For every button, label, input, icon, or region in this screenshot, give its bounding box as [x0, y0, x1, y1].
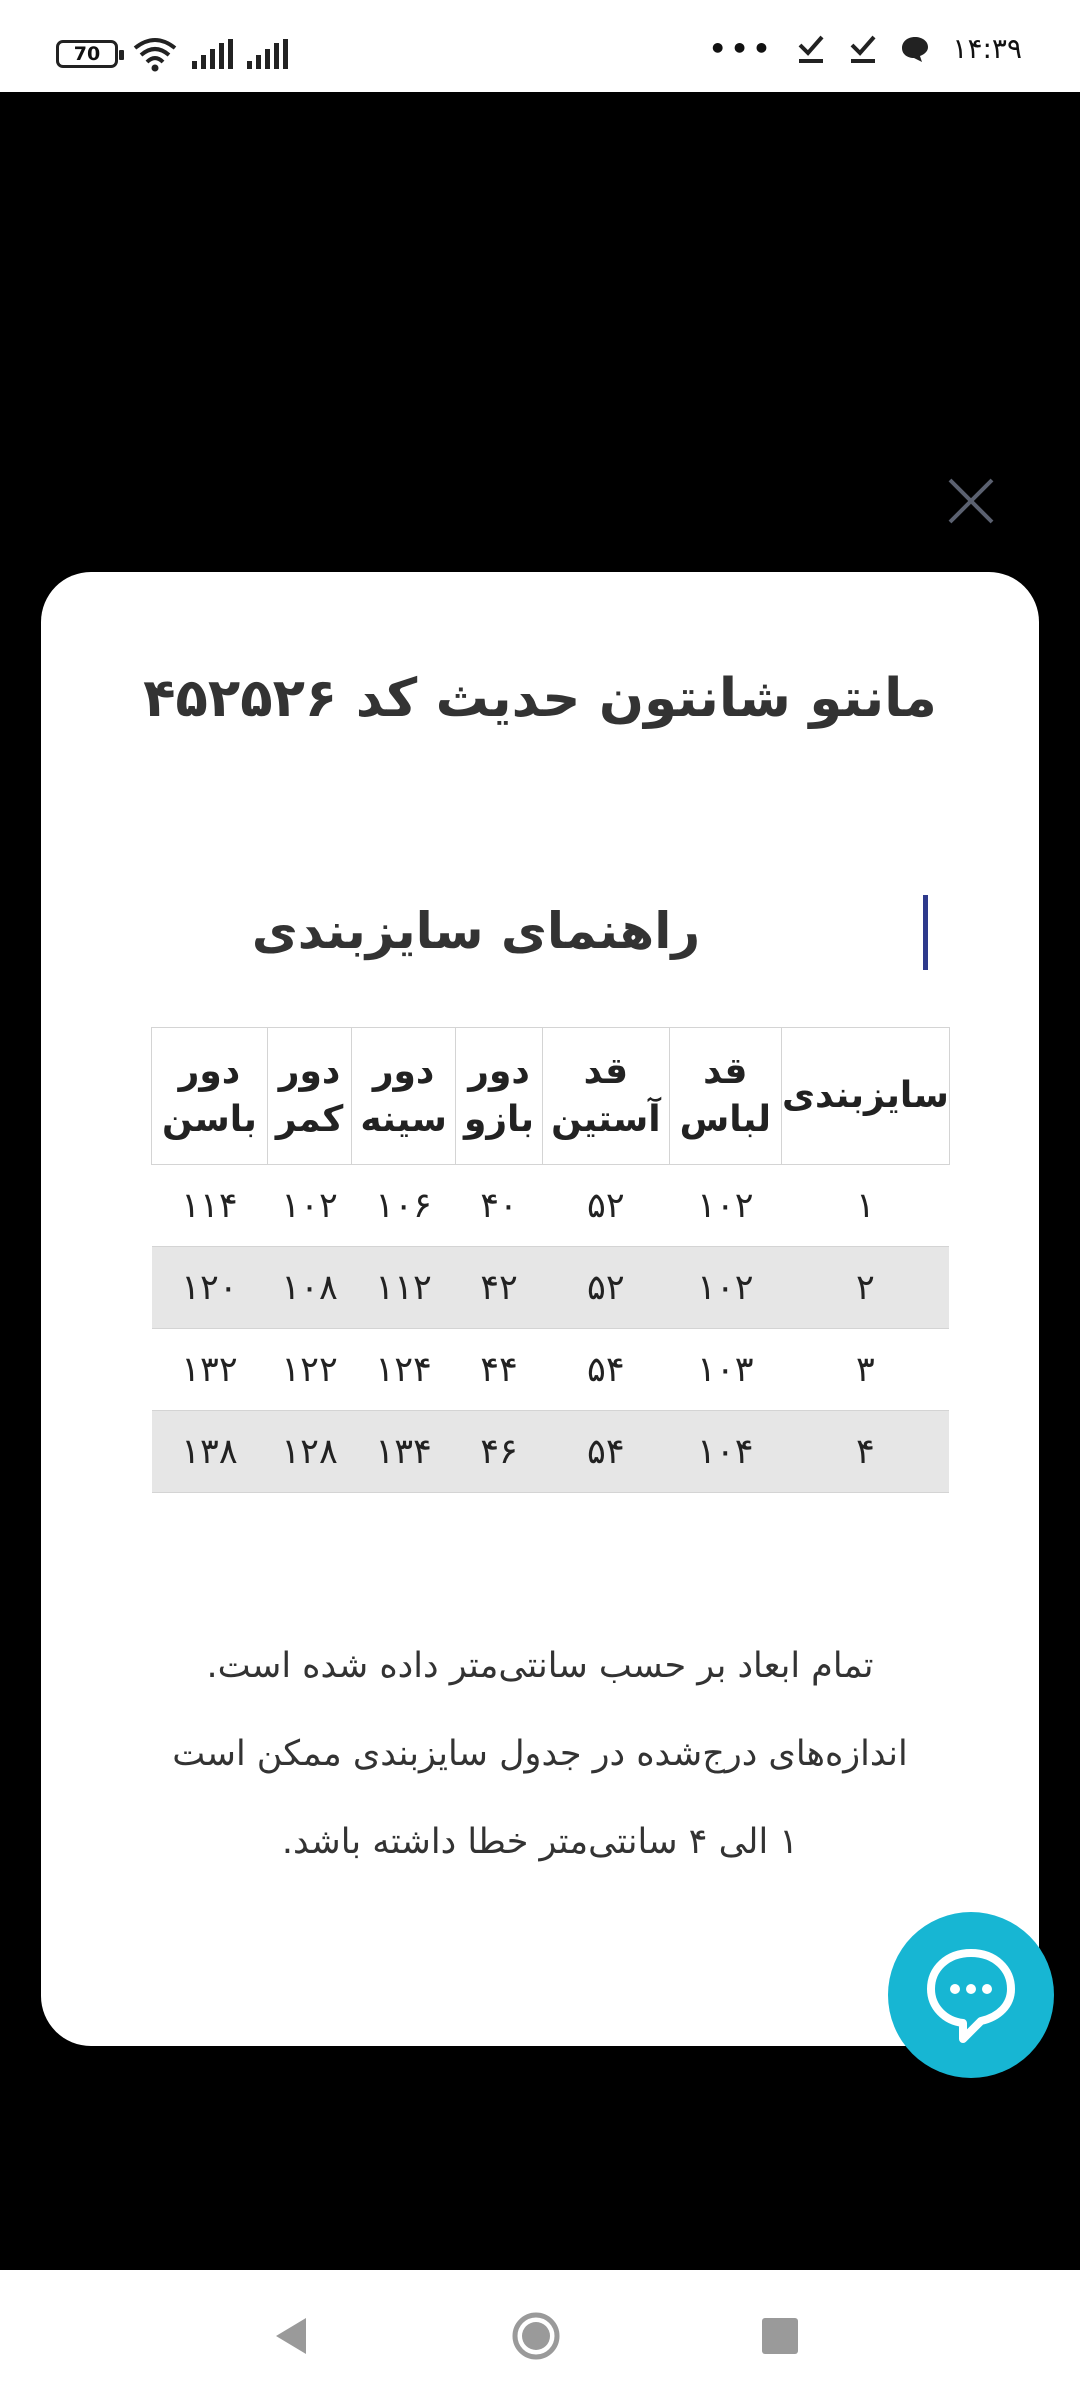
signal-icon-sim2 [247, 39, 288, 69]
table-cell: ۱۰۳ [697, 1349, 754, 1390]
header-sleeve-length: قد آستین [543, 1028, 670, 1165]
header-waist: دور کمر [267, 1028, 351, 1165]
table-cell: ۱۳۴ [352, 1411, 456, 1493]
table-row [152, 1165, 950, 1247]
table-cell: ۱۱۴ [181, 1185, 238, 1226]
navigation-bar [0, 2270, 1080, 2400]
table-cell: ۱۲۸ [267, 1411, 351, 1493]
table-cell: ۳ [856, 1349, 875, 1390]
back-triangle-icon[interactable] [270, 2314, 310, 2358]
note-line: تمام ابعاد بر حسب سانتی‌متر داده شده است. [206, 1646, 874, 1686]
table-cell: ۴ [782, 1411, 950, 1493]
status-icons-right [709, 32, 1022, 65]
more-notifications-icon: ••• [708, 32, 775, 65]
wifi-icon [132, 36, 178, 72]
table-cell: ۵۴ [587, 1349, 625, 1390]
table-cell: ۱۲۲ [281, 1349, 338, 1390]
table-cell: ۱۰۸ [267, 1247, 351, 1329]
table-cell: ۱۳۲ [181, 1349, 238, 1390]
battery-icon [56, 40, 118, 68]
home-circle-icon[interactable] [510, 2310, 562, 2362]
battery-level: 70 [73, 43, 101, 65]
clock: ۱۴:۳۹ [952, 32, 1022, 65]
chat-button[interactable] [888, 1912, 1054, 2078]
header-arm: دور بازو [455, 1028, 542, 1165]
table-cell: ۱۲۰ [152, 1247, 268, 1329]
table-cell: ۵۲ [543, 1247, 670, 1329]
header-chest: دور سینه [352, 1028, 456, 1165]
table-cell: ۴۲ [455, 1247, 542, 1329]
signal-icon-sim1 [192, 39, 233, 69]
table-cell: ۱۰۴ [669, 1411, 781, 1493]
table-cell: ۱۲۴ [375, 1349, 432, 1390]
header-size: سایزبندی [782, 1028, 950, 1165]
table-cell: ۵۲ [587, 1185, 625, 1226]
table-header-row [152, 1028, 950, 1165]
header-dress-length: قد لباس [669, 1028, 781, 1165]
table-row [152, 1411, 950, 1493]
recent-square-icon[interactable] [762, 2318, 798, 2354]
table-cell: ۲ [782, 1247, 950, 1329]
note-line: ۱ الی ۴ سانتی‌متر خطا داشته باشد. [281, 1822, 799, 1862]
status-icons-left [56, 36, 288, 72]
note-line: اندازه‌های درج‌شده در جدول سایزبندی ممکن است [172, 1734, 908, 1774]
download-done-icon [796, 33, 826, 65]
size-notes [101, 1622, 979, 1886]
table-cell: ۴۰ [480, 1185, 518, 1226]
table-cell: ۱۳۸ [152, 1411, 268, 1493]
size-table [151, 1027, 950, 1493]
table-row [152, 1247, 950, 1329]
table-cell: ۴۴ [480, 1349, 518, 1390]
size-guide-modal [41, 572, 1039, 2046]
table-cell: ۱۰۶ [375, 1185, 432, 1226]
message-icon [900, 34, 930, 64]
product-title: مانتو شانتون حدیث کد ۴۵۲۵۲۶ [143, 668, 937, 729]
section-accent-bar [923, 895, 928, 970]
header-hip: دور باسن [152, 1028, 268, 1165]
table-cell: ۱ [856, 1185, 875, 1226]
table-cell: ۱۱۲ [352, 1247, 456, 1329]
table-cell: ۱۰۲ [281, 1185, 338, 1226]
download-done-icon-2 [848, 33, 878, 65]
table-cell: ۵۴ [543, 1411, 670, 1493]
status-bar [0, 0, 1080, 92]
table-cell: ۴۶ [455, 1411, 542, 1493]
close-icon[interactable] [944, 474, 998, 528]
table-cell: ۱۰۲ [697, 1185, 754, 1226]
table-cell: ۱۰۲ [669, 1247, 781, 1329]
table-row [152, 1329, 950, 1411]
chat-bubble-icon [923, 1945, 1019, 2045]
size-guide-heading: راهنمای سایزبندی [251, 902, 701, 960]
